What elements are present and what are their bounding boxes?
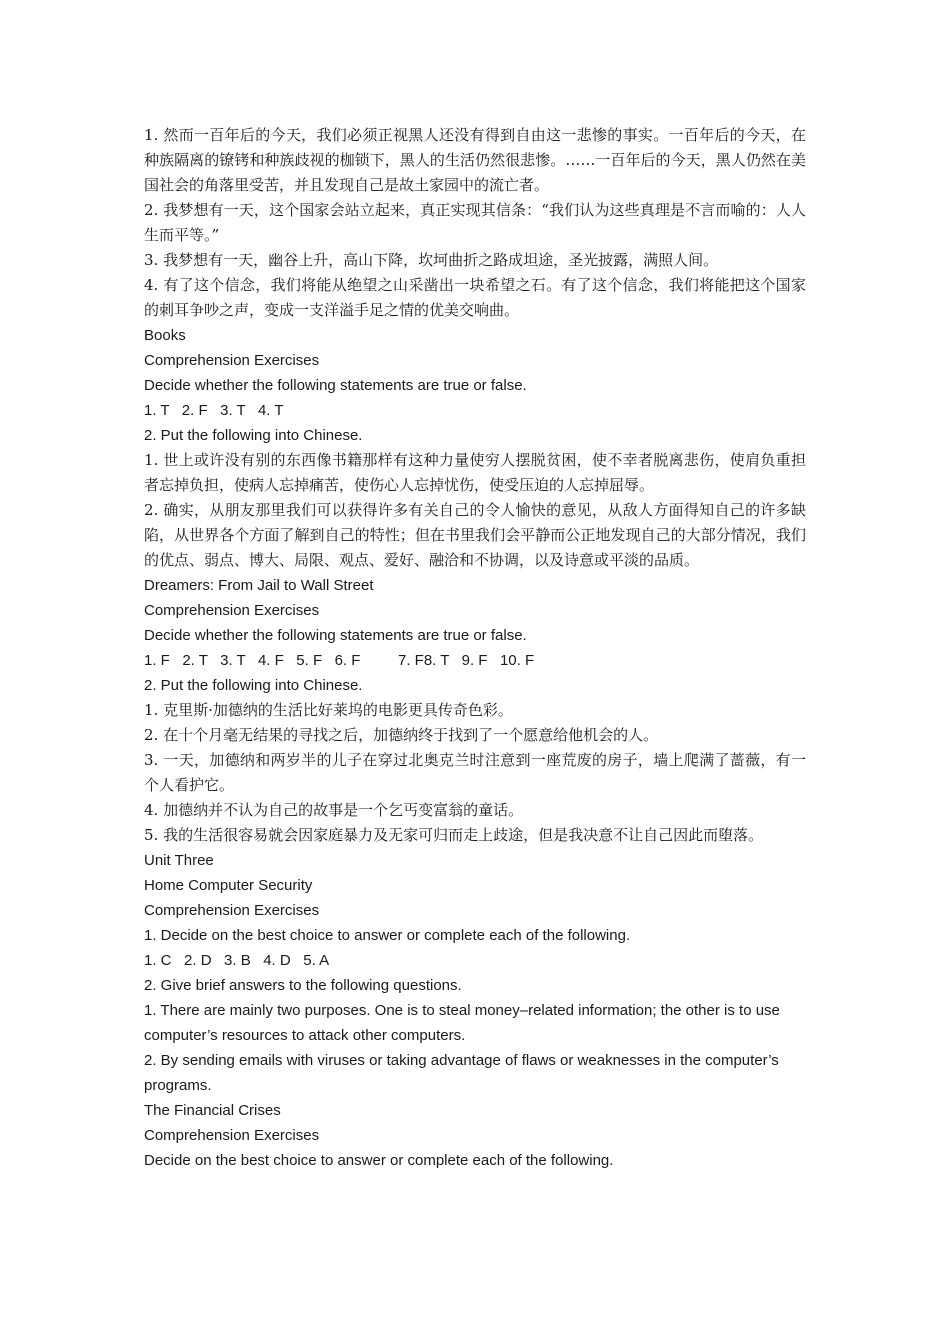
document-paragraph: Comprehension Exercises <box>144 902 320 919</box>
document-paragraph: 1. There are mainly two purposes. One is to steal money–related information; the other is to use computer’s resources to attack other computers. <box>144 1002 780 1044</box>
document-paragraph: 2. 在十个月毫无结果的寻找之后，加德纳终于找到了一个愿意给他机会的人。 <box>144 726 659 744</box>
document-paragraph: 5. 我的生活很容易就会因家庭暴力及无家可归而走上歧途，但是我决意不让自己因此而堕落。 <box>144 826 764 844</box>
document-paragraph: 3. 一天，加德纳和两岁半的儿子在穿过北奥克兰时注意到一座荒废的房子，墙上爬满了蔷薇，有一个人看护它。 <box>144 751 806 794</box>
document-paragraph: Unit Three <box>144 852 214 869</box>
document-paragraph: Home Computer Security <box>144 877 313 894</box>
document-paragraph: Decide whether the following statements are true or false. <box>144 627 527 644</box>
document-paragraph: 1. 世上或许没有别的东西像书籍那样有这种力量使穷人摆脱贫困，使不幸者脱离悲伤，使肩负重担者忘掉负担，使病人忘掉痛苦，使伤心人忘掉忧伤，使受压迫的人忘掉屈辱。 <box>144 451 806 494</box>
document-paragraph: 1. C 2. D 3. B 4. D 5. A <box>144 952 330 969</box>
document-paragraph: Comprehension Exercises <box>144 352 320 369</box>
document-paragraph: 1. Decide on the best choice to answer or complete each of the following. <box>144 927 631 944</box>
document-paragraph: 2. 确实，从朋友那里我们可以获得许多有关自己的令人愉快的意见，从敌人方面得知自己的许多缺陷，从世界各个方面了解到自己的特性；但在书里我们会平静而公正地发现自己的大部分情况，我们的优点、弱点、博大、局限、观点、爱好、融洽和不协调，以及诗意或平淡的品质。 <box>144 501 806 569</box>
document-paragraph: Decide on the best choice to answer or complete each of the following. <box>144 1152 614 1169</box>
document-paragraph: 4. 加德纳并不认为自己的故事是一个乞丐变富翁的童话。 <box>144 801 524 819</box>
document-page <box>144 123 806 1173</box>
document-paragraph: 1. T 2. F 3. T 4. T <box>144 402 284 419</box>
document-paragraph: The Financial Crises <box>144 1102 281 1119</box>
document-paragraph: 1. 然而一百年后的今天，我们必须正视黑人还没有得到自由这一悲惨的事实。一百年后的今天，在种族隔离的镣铐和种族歧视的枷锁下，黑人的生活仍然很悲惨。……一百年后的今天，黑人仍然在美国社会的角落里受苦，并且发现自己是故土家园中的流亡者。 <box>144 126 806 194</box>
document-paragraph: 1. F 2. T 3. T 4. F 5. F 6. F 7. F8. T 9. F 10. F <box>144 652 535 669</box>
document-paragraph: 2. 我梦想有一天，这个国家会站立起来，真正实现其信条：“我们认为这些真理是不言而喻的：人人生而平等。” <box>144 201 806 244</box>
document-paragraph: 2. Give brief answers to the following questions. <box>144 977 462 994</box>
document-paragraph: 3. 我梦想有一天，幽谷上升，高山下降，坎坷曲折之路成坦途，圣光披露，满照人间。 <box>144 251 719 269</box>
document-paragraph: Comprehension Exercises <box>144 602 320 619</box>
document-paragraph: 4. 有了这个信念，我们将能从绝望之山采凿出一块希望之石。有了这个信念，我们将能把这个国家的刺耳争吵之声，变成一支洋溢手足之情的优美交响曲。 <box>144 276 806 319</box>
document-paragraph: Dreamers: From Jail to Wall Street <box>144 577 374 594</box>
document-paragraph: 2. By sending emails with viruses or taking advantage of flaws or weaknesses in the computer’s programs. <box>144 1052 779 1094</box>
document-paragraph: 1. 克里斯·加德纳的生活比好莱坞的电影更具传奇色彩。 <box>144 701 513 719</box>
document-paragraph: Books <box>144 327 186 344</box>
document-paragraph: 2. Put the following into Chinese. <box>144 427 363 444</box>
document-paragraph: Decide whether the following statements are true or false. <box>144 377 527 394</box>
document-paragraph: Comprehension Exercises <box>144 1127 320 1144</box>
document-paragraph: 2. Put the following into Chinese. <box>144 677 363 694</box>
